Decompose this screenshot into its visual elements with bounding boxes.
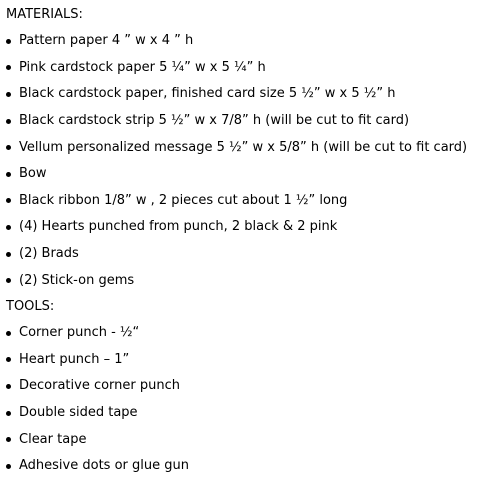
bullet-icon [6,437,11,442]
list-item-text: Pink cardstock paper 5 ¼” w x 5 ¼” h [19,59,266,75]
list-item-text: (2) Brads [19,246,79,262]
bullet-icon [6,384,11,389]
list-item-text: Decorative corner punch [19,378,181,394]
list-item-text: Black cardstock paper, finished card size 5 ½” w x 5 ½” h [19,86,396,102]
bullet-icon [6,278,11,283]
list-item-text: (4) Hearts punched from punch, 2 black & 2 pink [19,219,338,235]
list-item-text: Heart punch – 1” [19,351,130,367]
list-item-text: Corner punch - ½“ [19,325,140,341]
bullet-icon [6,65,11,70]
list-item-text: Black ribbon 1/8” w , 2 pieces cut about 1 ½” long [19,192,348,208]
bullet-icon [6,145,11,150]
bullet-icon [6,119,11,124]
list-item-text: Clear tape [19,431,87,447]
bullet-icon [6,225,11,230]
list-item-text: Bow [19,166,47,182]
bullet-icon [6,198,11,203]
bullet-icon [6,39,11,44]
list-item-text: Pattern paper 4 ” w x 4 ” h [19,33,194,49]
list-item-text: (2) Stick-on gems [19,272,135,288]
bullet-icon [6,357,11,362]
list-item-text: Double sided tape [19,405,138,421]
list-item-text: Black cardstock strip 5 ½” w x 7/8” h (will be cut to fit card) [19,113,410,129]
materials-heading: MATERIALS: [6,7,83,22]
list-item-text: Adhesive dots or glue gun [19,458,189,474]
tools-heading: TOOLS: [6,299,55,314]
bullet-icon [6,331,11,336]
bullet-icon [6,252,11,257]
bullet-icon [6,92,11,97]
bullet-icon [6,464,11,469]
bullet-icon [6,411,11,416]
list-item-text: Vellum personalized message 5 ½” w x 5/8” h (will be cut to fit card) [19,139,468,155]
bullet-icon [6,172,11,177]
